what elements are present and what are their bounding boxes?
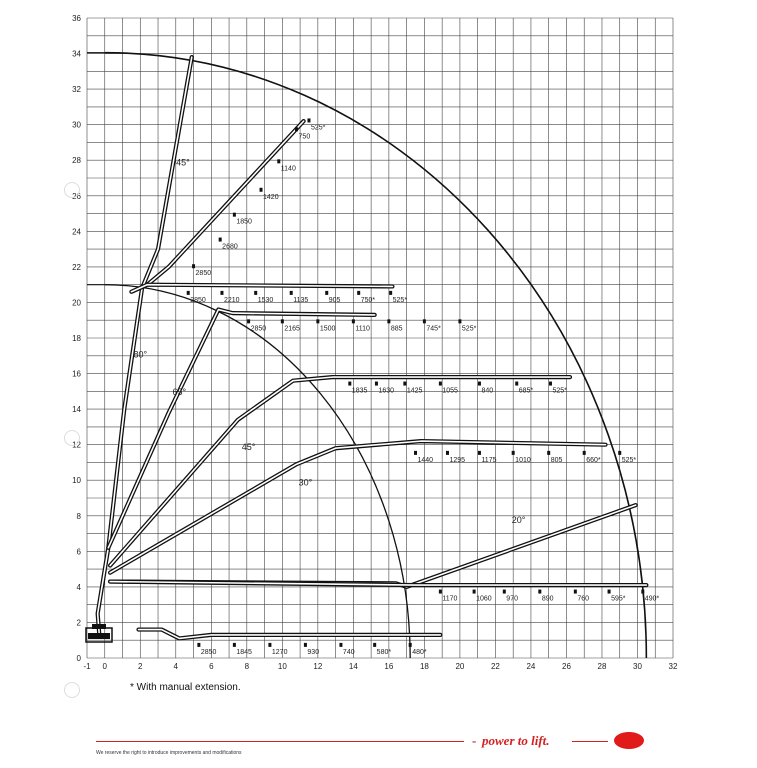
binder-hole	[64, 682, 80, 698]
load-label: 525*	[392, 296, 408, 304]
x-tick-label: 16	[384, 662, 394, 671]
y-tick-label: 12	[72, 440, 81, 450]
x-tick-label: 2	[138, 662, 143, 671]
y-tick-label: 10	[72, 476, 81, 486]
binder-hole	[64, 182, 80, 198]
load-marker	[403, 382, 406, 386]
load-label: 1055	[442, 387, 458, 395]
truck-base	[86, 624, 112, 642]
y-tick-label: 26	[72, 191, 81, 201]
y-tick-label: 28	[72, 156, 81, 166]
load-label: 595*	[611, 595, 626, 603]
load-marker	[339, 643, 342, 647]
load-label: 1835	[351, 387, 368, 395]
load-marker	[254, 291, 257, 295]
load-label: 1175	[481, 456, 497, 464]
y-tick-label: 24	[72, 227, 81, 237]
slogan-dash: -	[472, 733, 477, 748]
footnote: * With manual extension.	[130, 682, 241, 693]
angle-label: 80°	[133, 349, 148, 360]
x-tick-label: 32	[668, 662, 678, 671]
chart-grid	[87, 18, 673, 658]
load-marker	[515, 382, 518, 386]
load-marker	[348, 382, 351, 386]
boom-outline	[108, 310, 374, 548]
load-label: 1140	[280, 165, 296, 173]
axis-ticks	[72, 14, 678, 671]
angle-label: 20°	[511, 514, 526, 525]
load-label: 525*	[310, 124, 326, 132]
y-tick-label: 6	[76, 547, 81, 557]
angle-label: 30°	[298, 477, 313, 488]
load-marker	[277, 159, 280, 163]
boom-inner	[110, 505, 636, 587]
load-marker	[187, 291, 190, 295]
load-marker	[439, 590, 442, 594]
x-tick-label: 18	[419, 662, 429, 671]
reach-arc	[105, 53, 647, 658]
load-marker	[268, 643, 271, 647]
load-label: 2680	[222, 243, 238, 251]
load-marker	[458, 319, 461, 323]
x-tick-label: 12	[313, 662, 323, 671]
load-marker	[439, 382, 442, 386]
x-tick-label: 10	[277, 662, 287, 671]
reach-arc	[105, 285, 410, 658]
load-label: 930	[307, 648, 320, 656]
binder-hole	[64, 430, 80, 446]
load-label: 740	[342, 648, 355, 656]
load-label: 1420	[263, 193, 279, 201]
load-marker	[197, 643, 200, 647]
x-tick-label: 6	[209, 662, 214, 671]
y-tick-label: 32	[72, 85, 81, 95]
load-marker	[247, 319, 250, 323]
load-label: 905	[328, 296, 341, 304]
load-label: 1850	[236, 218, 252, 226]
load-marker	[352, 319, 355, 323]
boom-inner	[108, 310, 374, 548]
boom-inner	[110, 377, 570, 565]
load-marker	[307, 118, 310, 122]
load-label: 2165	[284, 325, 300, 333]
load-label: 1500	[319, 325, 336, 333]
load-marker	[260, 188, 263, 192]
angle-label: 65°	[172, 386, 187, 397]
load-marker	[512, 451, 515, 455]
load-label: 2850	[190, 296, 206, 304]
load-marker	[641, 590, 644, 594]
load-label: 1845	[236, 648, 252, 656]
x-tick-label: 24	[526, 662, 536, 671]
y-tick-label: 0	[76, 654, 81, 663]
y-tick-label: 22	[72, 262, 81, 272]
y-tick-label: 14	[72, 405, 81, 415]
y-tick-label: 8	[76, 511, 81, 521]
load-marker	[219, 238, 222, 242]
load-label: 580*	[376, 648, 392, 656]
brand-logo	[614, 732, 644, 749]
load-marker	[192, 264, 195, 268]
load-marker	[478, 451, 481, 455]
load-marker	[387, 319, 390, 323]
load-marker	[304, 643, 307, 647]
x-tick-label: 22	[490, 662, 500, 671]
load-marker	[316, 319, 319, 323]
load-label: 1530	[257, 296, 274, 304]
load-label: 805	[550, 456, 563, 464]
load-marker	[281, 319, 284, 323]
angle-label: 45°	[241, 442, 256, 452]
load-marker	[389, 291, 392, 295]
load-marker	[220, 291, 223, 295]
load-marker	[618, 451, 621, 455]
x-tick-label: 0	[102, 662, 107, 671]
load-label: 2210	[223, 296, 240, 304]
load-label: 1295	[449, 456, 466, 464]
boom-outline	[98, 57, 192, 637]
footer-rule-left	[96, 741, 464, 742]
disclaimer: We reserve the right to introduce improvements and modifications	[96, 750, 242, 756]
load-label: 750*	[360, 296, 376, 304]
load-label: 745*	[426, 325, 441, 333]
reach-arcs	[87, 53, 646, 658]
y-tick-label: 30	[72, 120, 81, 130]
slogan: power to lift.	[482, 733, 550, 748]
y-tick-label: 20	[72, 298, 81, 308]
footer-rule-right	[572, 741, 608, 742]
y-tick-label: 34	[72, 49, 81, 59]
boom-outline	[110, 505, 636, 587]
load-label: 1170	[442, 595, 458, 603]
load-marker	[423, 319, 426, 323]
load-label: 525*	[461, 325, 477, 333]
x-tick-label: 14	[348, 662, 358, 671]
load-marker	[295, 127, 298, 131]
load-label: 1425	[406, 387, 423, 395]
load-marker	[373, 643, 376, 647]
x-tick-label: 4	[173, 662, 179, 671]
load-marker	[503, 590, 506, 594]
load-label: 2850	[250, 325, 267, 333]
load-marker	[538, 590, 541, 594]
load-marker	[549, 382, 552, 386]
boom-outline	[110, 377, 570, 565]
load-label: 890	[541, 595, 554, 603]
load-marker	[547, 451, 550, 455]
load-marker	[233, 213, 236, 217]
load-label: 490*	[644, 595, 660, 603]
load-marker	[409, 643, 412, 647]
x-tick-label: 28	[597, 662, 607, 671]
x-tick-label: -1	[83, 662, 91, 671]
load-label: 525*	[621, 456, 637, 464]
load-label: 1440	[417, 456, 434, 464]
load-label: 760	[577, 595, 590, 603]
load-marker	[478, 382, 481, 386]
y-tick-label: 18	[72, 334, 81, 343]
x-tick-label: 26	[562, 662, 571, 671]
load-marker	[473, 590, 476, 594]
load-label: 2850	[195, 270, 212, 278]
load-label: 1630	[378, 387, 395, 395]
load-marker	[290, 291, 293, 295]
load-marker	[233, 643, 236, 647]
load-marker	[583, 451, 586, 455]
load-label: 970	[506, 595, 518, 603]
load-label: 1135	[293, 296, 309, 304]
load-marker	[357, 291, 360, 295]
x-tick-label: 20	[455, 662, 465, 671]
load-label: 1110	[355, 325, 370, 333]
load-marker	[375, 382, 378, 386]
y-tick-label: 2	[76, 618, 81, 628]
x-tick-label: 8	[244, 662, 250, 671]
load-marker	[608, 590, 611, 594]
load-marker	[325, 291, 328, 295]
load-marker	[414, 451, 417, 455]
load-marker	[446, 451, 449, 455]
load-label: 685*	[518, 387, 534, 395]
load-label: 840	[481, 387, 494, 395]
y-tick-label: 36	[72, 14, 81, 23]
boom-outline	[138, 630, 440, 639]
load-label: 750	[298, 133, 311, 141]
load-label: 1270	[271, 648, 288, 656]
y-tick-label: 16	[72, 369, 81, 379]
load-label: 660*	[586, 456, 601, 464]
load-label: 1010	[515, 456, 531, 464]
load-marker	[574, 590, 577, 594]
load-label: 885	[390, 325, 403, 333]
angle-label: 45°	[176, 157, 190, 168]
y-tick-label: 4	[76, 582, 81, 592]
load-label: 1060	[476, 595, 492, 603]
x-tick-label: 30	[633, 662, 642, 671]
load-label: 2850	[200, 648, 217, 656]
load-label: 480*	[412, 648, 427, 656]
load-label: 525*	[552, 387, 567, 395]
